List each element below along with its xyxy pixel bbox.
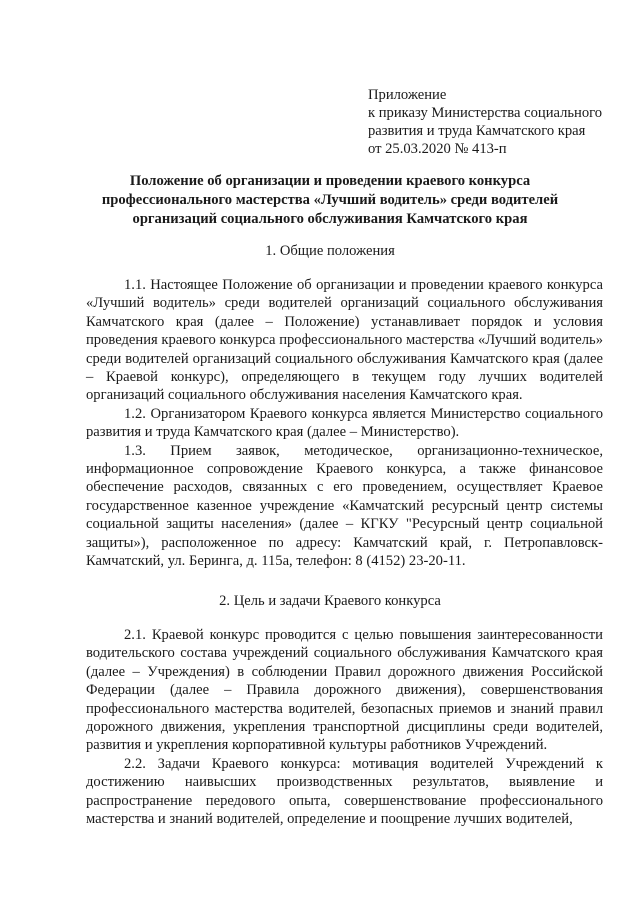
document-title: Положение об организации и проведении краевого конкурса профессионального мастерства «Лучший водитель» среди водителей организаций социального обслуживания Камчатского края — [101, 173, 559, 227]
paragraph-1-2: 1.2. Организатором Краевого конкурса является Министерство социального развития и труда Камчатского края (далее – Министерство). — [86, 405, 603, 441]
paragraph-2-2: 2.2. Задачи Краевого конкурса: мотивация водителей Учреждений к достижению наивысших производственных результатов, выявление и распространение передового опыта, совершенствование профессионального мастерства и знаний водителей, определение и поощрение лучших водителей, — [86, 755, 603, 828]
section-1-heading: 1. Общие положения — [265, 243, 395, 259]
appendix-note: Приложение к приказу Министерства социального развития и труда Камчатского края от 25.03.2020 № 413-п — [368, 87, 603, 157]
section-2-body — [86, 626, 603, 828]
paragraph-2-1: 2.1. Краевой конкурс проводится с целью повышения заинтересованности водительского состава учреждений социального обслуживания Камчатского края (далее – Учреждения) в соблюдении Правил дорожного движения Российской Федерации (далее – Правила дорожного движения), совершенствования профессионального мастерства водителей, безопасных приемов и знаний правил дорожного движения, укрепления транспортной дисциплины среди водителей, развития и укрепления корпоративной культуры работников Учреждений. — [86, 627, 603, 754]
section-1-body — [86, 276, 603, 571]
paragraph-1-3: 1.3. Прием заявок, методическое, организационно-техническое, информационное сопровождение Краевого конкурса, а также финансовое обеспечение расходов, связанных с его проведением, осуществляет Краевое государственное казенное учреждение «Камчатский ресурсный центр системы социальной защиты населения» (далее – КГКУ "Ресурсный центр социальной защиты»), расположенное по адресу: Камчатский край, г. Петропавловск-Камчатский, ул. Беринга, д. 115а, телефон: 8 (4152) 23-20-11. — [86, 442, 603, 570]
section-2-heading: 2. Цель и задачи Краевого конкурса — [219, 593, 441, 609]
paragraph-1-1: 1.1. Настоящее Положение об организации и проведении краевого конкурса «Лучший водитель» среди водителей организаций социального обслуживания Камчатского края (далее – Положение) устанавливает порядок и условия проведения краевого конкурса профессионального мастерства «Лучший водитель» среди водителей организаций социального обслуживания Камчатского края (далее – Краевой конкурс), определяющего в текущем году лучших водителей организаций социального обслуживания населения Камчатского края. — [86, 277, 603, 404]
